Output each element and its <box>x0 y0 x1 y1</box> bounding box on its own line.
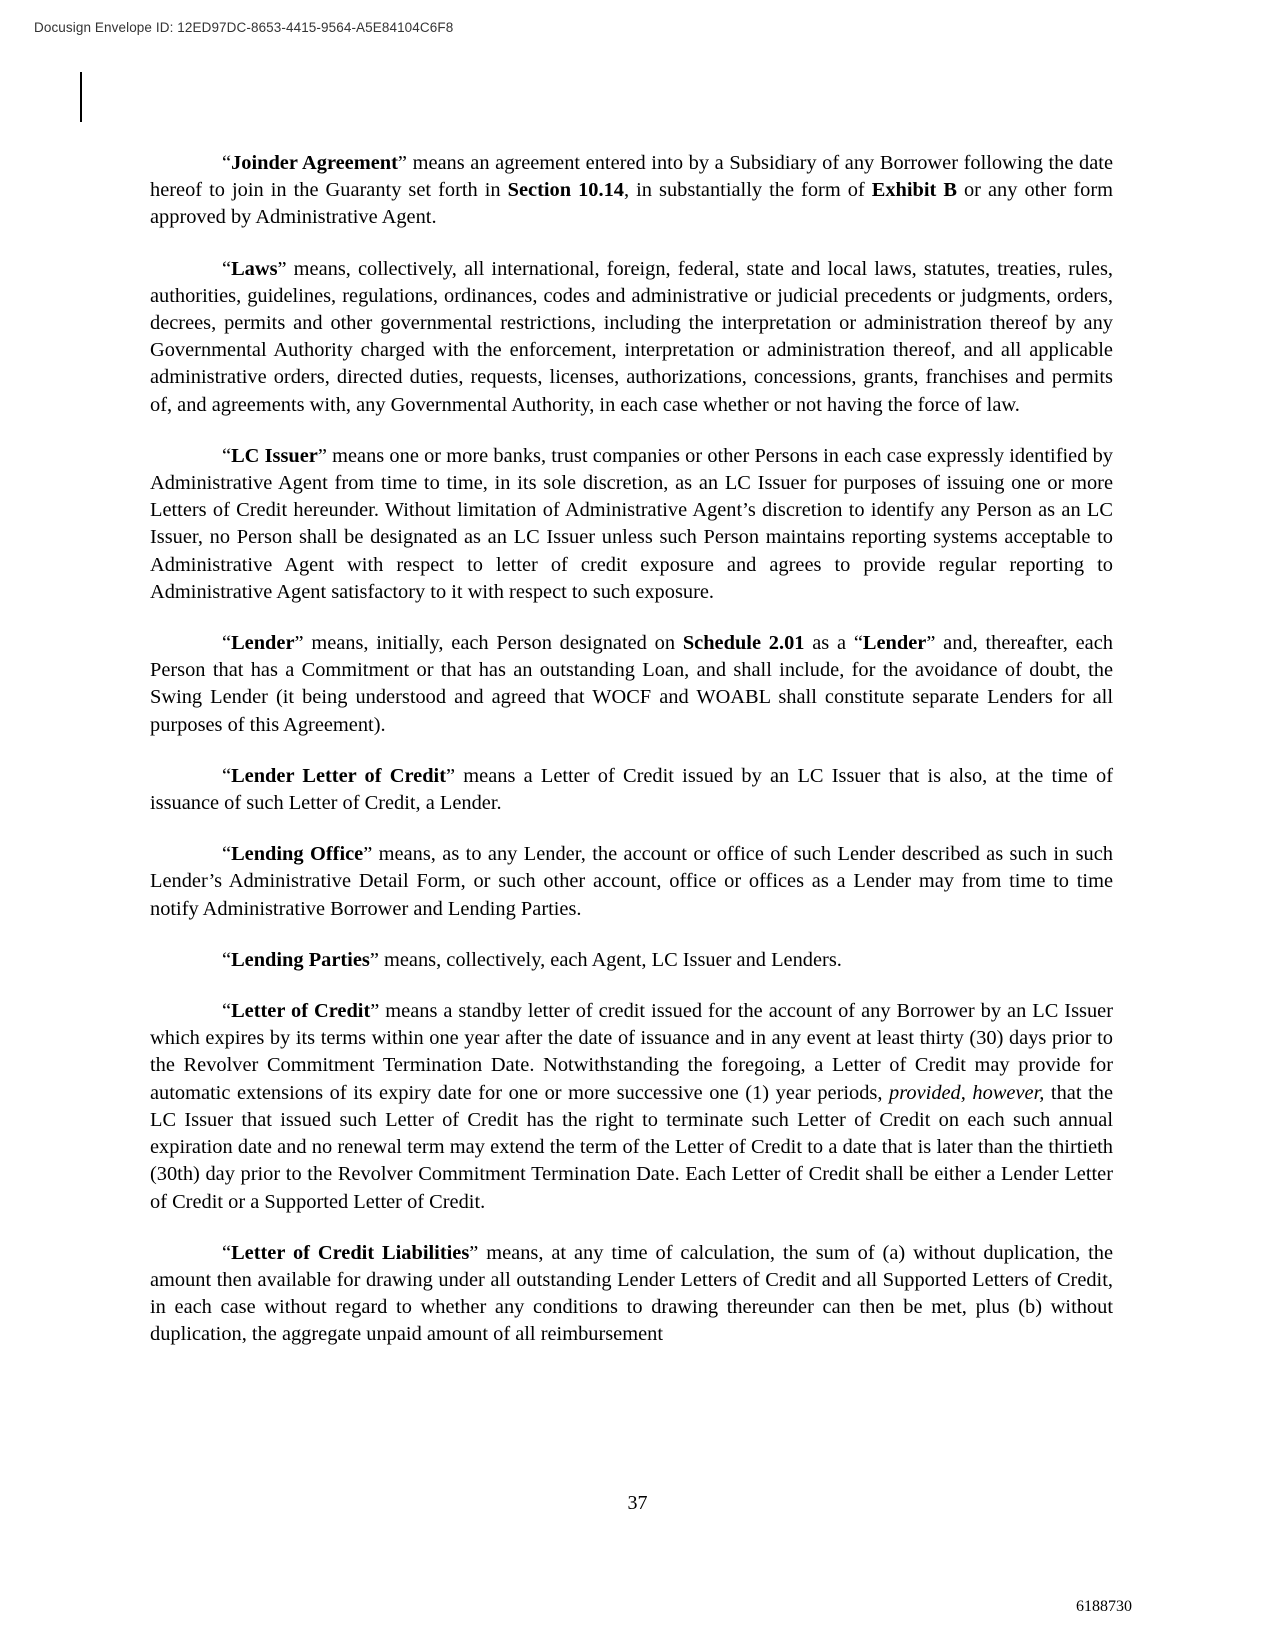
definition-laws: “Laws” means, collectively, all international, foreign, federal, state and local laws, statutes, treaties, rules, authorities, guidelines, regulations, ordinances, codes and administrative or judicial precedents or judgments, orders, decrees, permits and other governmental restrictions, including the interpretation or administration thereof by any Governmental Authority charged with the enforcement, interpretation or administration thereof, and all applicable administrative orders, directed duties, requests, licenses, authorizations, concessions, grants, franchises and permits of, and agreements with, any Governmental Authority, in each case whether or not having the force of law. <box>150 257 1113 416</box>
document-body <box>150 150 1113 1373</box>
section-reference: Section 10.14 <box>507 179 624 202</box>
revision-change-bar <box>80 72 82 122</box>
docusign-envelope-id: Docusign Envelope ID: 12ED97DC-8653-4415-9564-A5E84104C6F8 <box>34 20 454 35</box>
defined-term: Laws <box>231 257 278 280</box>
defined-term: Lending Parties <box>231 948 370 971</box>
definition-lending-office: “Lending Office” means, as to any Lender, the account or office of such Lender described as such in such Lender’s Administrative Detail Form, or such other account, office or offices as a Lender may from time to time notify Administrative Borrower and Lending Parties. <box>150 843 1113 920</box>
defined-term: Lending Office <box>231 843 364 866</box>
definition-lending-parties: “Lending Parties” means, collectively, each Agent, LC Issuer and Lenders. <box>222 948 842 971</box>
proviso-italic: provided, however, <box>889 1081 1045 1104</box>
definition-letter-of-credit: “Letter of Credit” means a standby letter of credit issued for the account of any Borrower by an LC Issuer which expires by its terms within one year after the date of issuance and in any event at least thirty (30) days prior to the Revolver Commitment Termination Date. Notwithstanding the foregoing, a Letter of Credit may provide for automatic extensions of its expiry date for one or more successive one (1) year periods, provided, however, that the LC Issuer that issued such Letter of Credit has the right to terminate such Letter of Credit on each such annual expiration date and no renewal term may extend the term of the Letter of Credit to a date that is later than the thirtieth (30th) day prior to the Revolver Commitment Termination Date. Each Letter of Credit shall be either a Lender Letter of Credit or a Supported Letter of Credit. <box>150 1000 1114 1213</box>
defined-term: Joinder Agreement <box>231 152 398 174</box>
definition-joinder-agreement: “Joinder Agreement” means an agreement entered into by a Subsidiary of any Borrower following the date hereof to join in the Guaranty set forth in Section 10.14, in substantially the form of Exhibit B or any other form approved by Administrative Agent. <box>150 152 1114 229</box>
page-number: 37 <box>627 1492 648 1514</box>
defined-term: LC Issuer <box>231 444 318 467</box>
defined-term-inline: Lender <box>862 632 927 655</box>
exhibit-reference: Exhibit B <box>871 179 957 202</box>
definition-lender: “Lender” means, initially, each Person designated on Schedule 2.01 as a “Lender” and, thereafter, each Person that has a Commitment or that has an outstanding Loan, and shall include, for the avoidance of doubt, the Swing Lender (it being understood and agreed that WOCF and WOABL shall constitute separate Lenders for all purposes of this Agreement). <box>150 632 1113 736</box>
defined-term: Letter of Credit Liabilities <box>231 1241 470 1264</box>
defined-term: Letter of Credit <box>231 1000 371 1023</box>
schedule-reference: Schedule 2.01 <box>682 632 805 655</box>
defined-term: Lender <box>231 632 295 655</box>
document-number: 6188730 <box>1076 1598 1132 1615</box>
defined-term: Lender Letter of Credit <box>231 764 447 787</box>
definition-lender-letter-of-credit: “Lender Letter of Credit” means a Letter of Credit issued by an LC Issuer that is also, at the time of issuance of such Letter of Credit, a Lender. <box>150 764 1114 815</box>
definition-lc-issuer: “LC Issuer” means one or more banks, trust companies or other Persons in each case expressly identified by Administrative Agent from time to time, in its sole discretion, as an LC Issuer for purposes of issuing one or more Letters of Credit hereunder. Without limitation of Administrative Agent’s discretion to identify any Person as an LC Issuer, no Person shall be designated as an LC Issuer unless such Person maintains reporting systems acceptable to Administrative Agent with respect to letter of credit exposure and agrees to provide regular reporting to Administrative Agent satisfactory to it with respect to such exposure. <box>150 444 1114 603</box>
definition-letter-of-credit-liabilities: “Letter of Credit Liabilities” means, at any time of calculation, the sum of (a) without duplication, the amount then available for drawing under all outstanding Lender Letters of Credit and all Supported Letters of Credit, in each case without regard to whether any conditions to drawing thereunder can then be met, plus (b) without duplication, the aggregate unpaid amount of all reimbursement <box>150 1241 1114 1346</box>
